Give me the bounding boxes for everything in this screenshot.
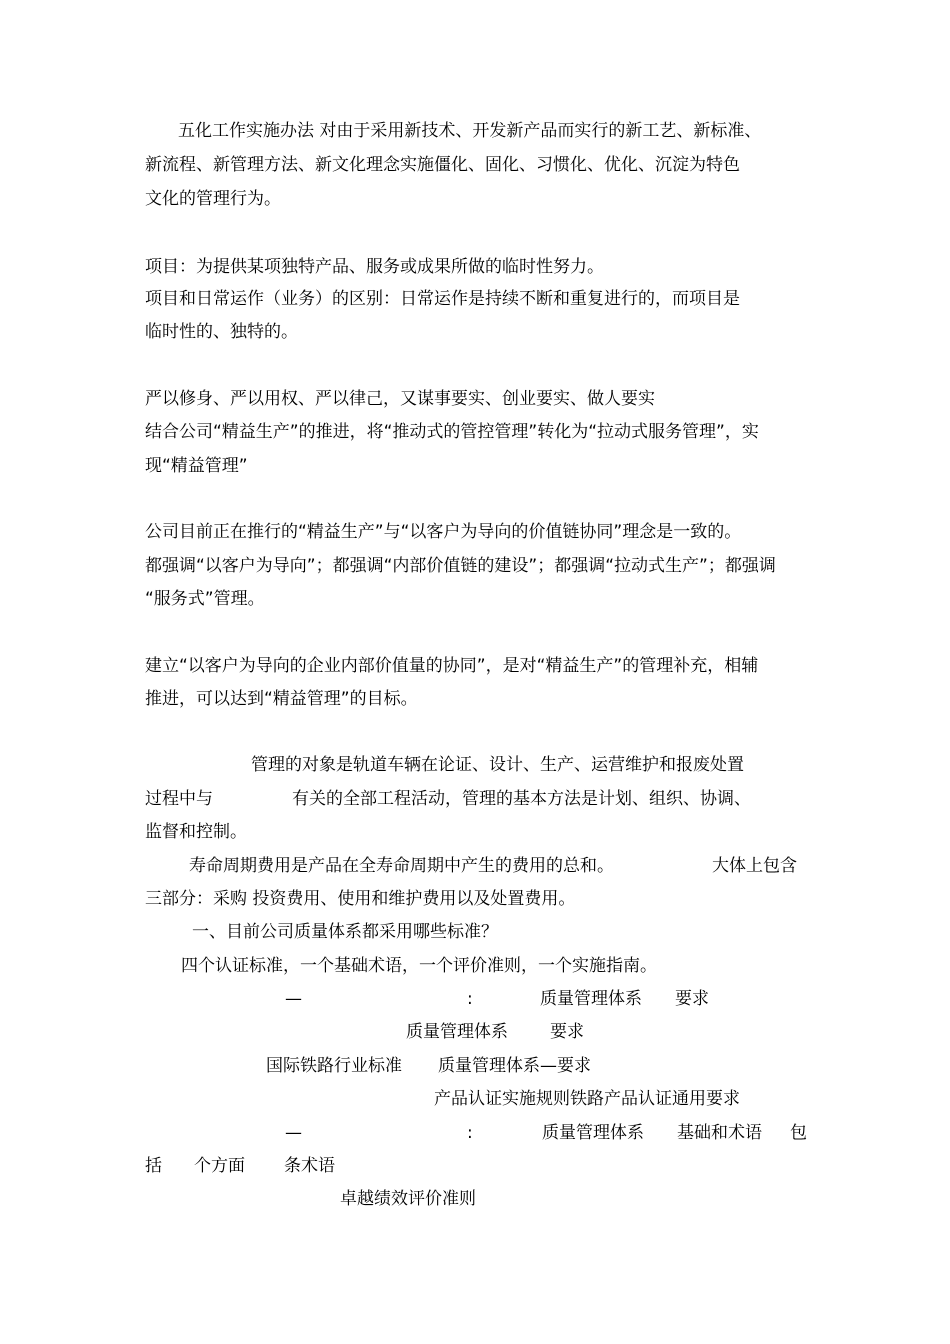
paragraph-line: 三部分：采购 投资费用、使用和维护费用以及处置费用。	[145, 889, 576, 909]
standard-item-dash: —	[285, 989, 302, 1009]
paragraph-line: 公司目前正在推行的“精益生产”与“以客户为导向的价值链协同”理念是一致的。	[145, 522, 742, 542]
paragraph-line: 严以修身、严以用权、严以律己，又谋事要实、创业要实、做人要实	[145, 389, 655, 409]
standard-item-suffix: 包	[790, 1123, 807, 1143]
paragraph-line: 条术语	[284, 1156, 335, 1176]
paragraph-line: 寿命周期费用是产品在全寿命周期中产生的费用的总和。	[189, 856, 614, 876]
standard-item-title: 卓越绩效评价准则	[340, 1189, 476, 1209]
paragraph-line: 现“精益管理”	[145, 456, 248, 476]
paragraph-line: 推进，可以达到“精益管理”的目标。	[145, 689, 418, 709]
standard-item-title: 产品认证实施规则铁路产品认证通用要求	[434, 1089, 740, 1109]
paragraph-line: 五化工作实施办法 对由于采用新技术、开发新产品而实行的新工艺、新标准、	[178, 121, 762, 141]
paragraph-line: 结合公司“精益生产”的推进，将“推动式的管控管理”转化为“拉动式服务管理”，实	[145, 422, 759, 442]
paragraph-line: 四个认证标准，一个基础术语，一个评价准则，一个实施指南。	[181, 956, 657, 976]
standard-item-suffix: 要求	[550, 1022, 584, 1042]
standard-item-dash: —	[285, 1123, 302, 1143]
standard-item-title: 质量管理体系	[406, 1022, 508, 1042]
paragraph-line: 括	[145, 1156, 162, 1176]
paragraph-line: 项目：为提供某项独特产品、服务或成果所做的临时性努力。	[145, 257, 604, 277]
paragraph-line: 新流程、新管理方法、新文化理念实施僵化、固化、习惯化、优化、沉淀为特色	[145, 155, 740, 175]
standard-item-title: 国际铁路行业标准	[266, 1056, 402, 1076]
standard-item-title: 质量管理体系	[542, 1123, 644, 1143]
standard-item-suffix: 基础和术语	[677, 1123, 762, 1143]
paragraph-line: 文化的管理行为。	[145, 189, 281, 209]
section-heading: 一、目前公司质量体系都采用哪些标准？	[192, 922, 498, 942]
paragraph-line: 监督和控制。	[145, 822, 247, 842]
paragraph-line: “服务式”管理。	[145, 589, 265, 609]
paragraph-line: 个方面	[194, 1156, 245, 1176]
standard-item-suffix: 质量管理体系—要求	[438, 1056, 591, 1076]
paragraph-line: 都强调“以客户为导向”；都强调“内部价值链的建设”；都强调“拉动式生产”；都强调	[145, 556, 776, 576]
standard-item-colon: :	[467, 1123, 473, 1143]
standard-item-title: 质量管理体系	[540, 989, 642, 1009]
paragraph-line: 大体上包含	[712, 856, 797, 876]
paragraph-line: 临时性的、独特的。	[145, 322, 298, 342]
paragraph-line: 有关的全部工程活动，管理的基本方法是计划、组织、协调、	[292, 789, 751, 809]
paragraph-line: 过程中与	[145, 789, 213, 809]
paragraph-line: 建立“以客户为导向的企业内部价值量的协同”，是对“精益生产”的管理补充，相辅	[145, 656, 759, 676]
standard-item-suffix: 要求	[675, 989, 709, 1009]
paragraph-line: 管理的对象是轨道车辆在论证、设计、生产、运营维护和报废处置	[251, 755, 744, 775]
paragraph-line: 项目和日常运作（业务）的区别：日常运作是持续不断和重复进行的，而项目是	[145, 289, 740, 309]
standard-item-colon: :	[467, 989, 473, 1009]
